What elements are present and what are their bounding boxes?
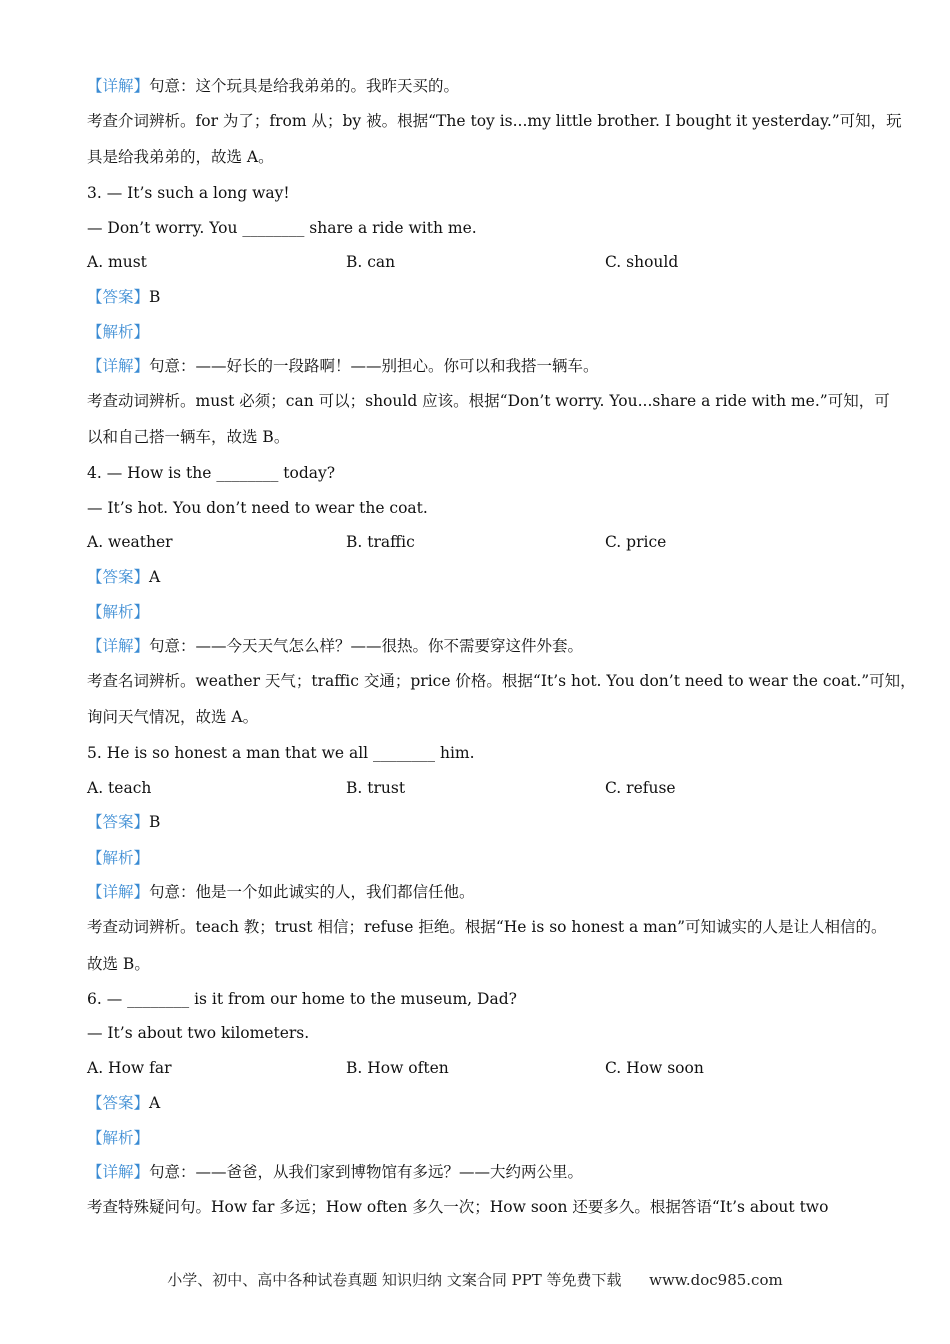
option-b: B. How often xyxy=(346,1059,449,1077)
q3-analysis-line1: 考查动词辨析。must 必须；can 可以；should 应该。根据“Don’t worry. You...share a ride with me.”可知，可 xyxy=(87,392,890,410)
q4-options xyxy=(87,532,890,554)
q6-stem: 6. — ________ is it from our home to the museum, Dad? xyxy=(87,990,517,1008)
option-c: C. should xyxy=(605,253,679,271)
q3-answer: 【答案】B xyxy=(87,288,161,306)
q5-analysis-tag: 【解析】 xyxy=(87,849,150,867)
q6-analysis-line1: 考查特殊疑问句。How far 多远；How often 多久一次；How soon 还要多久。根据答语“It’s about two xyxy=(87,1198,829,1216)
option-a: A. must xyxy=(87,253,147,271)
q4-answer: 【答案】A xyxy=(87,568,161,586)
q3-detail: 【详解】句意：——好长的一段路啊！——别担心。你可以和我搭一辆车。 xyxy=(87,357,599,375)
q6-stem2: — It’s about two kilometers. xyxy=(87,1024,310,1042)
page-footer xyxy=(0,1269,950,1290)
q5-answer: 【答案】B xyxy=(87,813,161,831)
q5-options xyxy=(87,778,890,800)
detail-tag: 【详解】 xyxy=(87,1163,150,1181)
q3-options xyxy=(87,252,890,274)
detail-tag: 【详解】 xyxy=(87,77,150,95)
detail-tag: 【详解】 xyxy=(87,883,150,901)
option-a: A. weather xyxy=(87,533,173,551)
q4-detail: 【详解】句意：——今天天气怎么样？——很热。你不需要穿这件外套。 xyxy=(87,637,584,655)
q5-stem: 5. He is so honest a man that we all ________ him. xyxy=(87,744,475,762)
q5-detail: 【详解】句意：他是一个如此诚实的人，我们都信任他。 xyxy=(87,883,475,901)
q4-analysis-line2: 询问天气情况，故选 A。 xyxy=(87,708,259,726)
q2-analysis-line2: 具是给我弟弟的，故选 A。 xyxy=(87,148,274,166)
q3-stem2: — Don’t worry. You ________ share a ride with me. xyxy=(87,219,477,237)
footer-text: 小学、初中、高中各种试卷真题 知识归纳 文案合同 PPT 等免费下载 xyxy=(167,1271,622,1289)
q4-analysis-line1: 考查名词辨析。weather 天气；traffic 交通；price 价格。根据“It’s hot. You don’t need to wear the coat.”可知， xyxy=(87,672,916,690)
q3-stem: 3. — It’s such a long way! xyxy=(87,184,290,202)
q5-analysis-line2: 故选 B。 xyxy=(87,955,150,973)
q4-stem2: — It’s hot. You don’t need to wear the coat. xyxy=(87,499,428,517)
answer-tag: 【答案】 xyxy=(87,813,150,831)
q2-detail: 【详解】句意：这个玩具是给我弟弟的。我昨天买的。 xyxy=(87,77,460,95)
answer-tag: 【答案】 xyxy=(87,288,150,306)
q6-analysis-tag: 【解析】 xyxy=(87,1129,150,1147)
option-b: B. trust xyxy=(346,779,406,797)
option-b: B. can xyxy=(346,253,396,271)
q3-analysis-line2: 以和自己搭一辆车，故选 B。 xyxy=(87,428,290,446)
q6-answer: 【答案】A xyxy=(87,1094,161,1112)
q6-options xyxy=(87,1058,890,1080)
q4-analysis-tag: 【解析】 xyxy=(87,603,150,621)
option-b: B. traffic xyxy=(346,533,415,551)
q4-stem: 4. — How is the ________ today? xyxy=(87,464,336,482)
q5-analysis-line1: 考查动词辨析。teach 教；trust 相信；refuse 拒绝。根据“He is so honest a man”可知诚实的人是让人相信的。 xyxy=(87,918,887,936)
detail-tag: 【详解】 xyxy=(87,357,150,375)
option-c: C. price xyxy=(605,533,667,551)
option-a: A. How far xyxy=(87,1059,172,1077)
q2-analysis-line1: 考查介词辨析。for 为了；from 从；by 被。根据“The toy is...my little brother. I bought it yesterday.”可知，玩 xyxy=(87,112,902,130)
q3-analysis-tag: 【解析】 xyxy=(87,323,150,341)
detail-tag: 【详解】 xyxy=(87,637,150,655)
q6-detail: 【详解】句意：——爸爸，从我们家到博物馆有多远？——大约两公里。 xyxy=(87,1163,584,1181)
footer-url[interactable]: www.doc985.com xyxy=(649,1271,783,1289)
answer-tag: 【答案】 xyxy=(87,568,150,586)
option-c: C. refuse xyxy=(605,779,676,797)
answer-tag: 【答案】 xyxy=(87,1094,150,1112)
option-c: C. How soon xyxy=(605,1059,704,1077)
option-a: A. teach xyxy=(87,779,152,797)
